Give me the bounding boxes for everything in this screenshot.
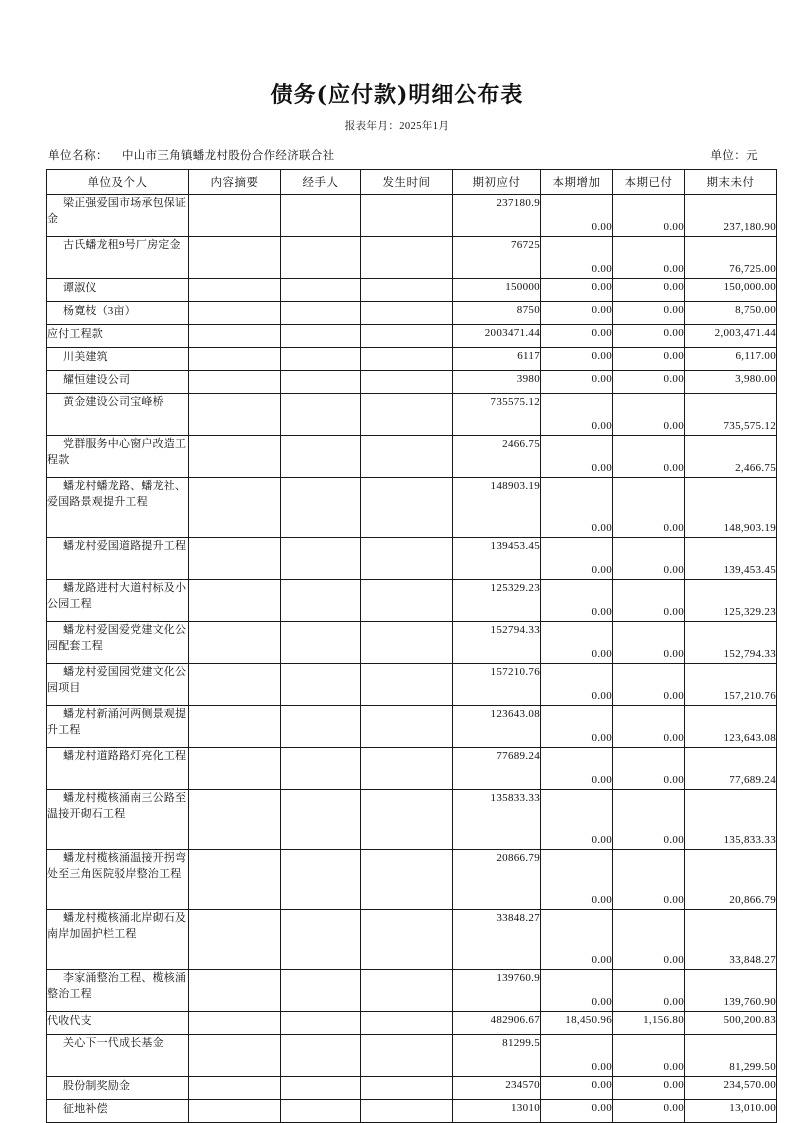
table-row xyxy=(47,1012,777,1035)
ledger-table-container xyxy=(0,163,794,1123)
row-closing-cell: 152,794.33 xyxy=(685,622,777,664)
document-meta xyxy=(0,133,794,163)
row-closing-cell: 8,750.00 xyxy=(685,302,777,325)
row-memo-cell[interactable] xyxy=(189,706,281,748)
table-row xyxy=(47,279,777,302)
row-name-cell: 蟠龙路进村大道村标及小公园工程 xyxy=(47,580,189,622)
row-closing-cell: 139,453.45 xyxy=(685,538,777,580)
row-increase-cell: 0.00 xyxy=(541,850,613,910)
row-closing-cell: 135,833.33 xyxy=(685,790,777,850)
row-name-cell: 黄金建设公司宝峰桥 xyxy=(47,394,189,436)
row-name-cell: 古氏蟠龙租9号厂房定金 xyxy=(47,237,189,279)
row-date-cell[interactable] xyxy=(361,1035,453,1077)
table-row xyxy=(47,622,777,664)
row-agent-cell[interactable] xyxy=(281,394,361,436)
row-memo-cell[interactable] xyxy=(189,1100,281,1123)
table-row xyxy=(47,1077,777,1100)
row-memo-cell[interactable] xyxy=(189,850,281,910)
row-memo-cell[interactable] xyxy=(189,348,281,371)
row-agent-cell[interactable] xyxy=(281,325,361,348)
row-increase-cell: 0.00 xyxy=(541,302,613,325)
row-date-cell[interactable] xyxy=(361,748,453,790)
row-increase-cell: 0.00 xyxy=(541,790,613,850)
row-opening-cell: 76725 xyxy=(453,237,541,279)
row-agent-cell[interactable] xyxy=(281,348,361,371)
row-agent-cell[interactable] xyxy=(281,195,361,237)
row-paid-cell: 0.00 xyxy=(613,706,685,748)
row-memo-cell[interactable] xyxy=(189,580,281,622)
table-row xyxy=(47,538,777,580)
row-increase-cell: 0.00 xyxy=(541,622,613,664)
row-closing-cell: 735,575.12 xyxy=(685,394,777,436)
row-increase-cell: 0.00 xyxy=(541,1077,613,1100)
table-header xyxy=(47,170,777,195)
row-name-cell: 蟠龙村榄核涌北岸砌石及南岸加固护栏工程 xyxy=(47,910,189,970)
row-agent-cell[interactable] xyxy=(281,1077,361,1100)
table-row xyxy=(47,748,777,790)
row-increase-cell: 0.00 xyxy=(541,580,613,622)
row-memo-cell[interactable] xyxy=(189,1035,281,1077)
row-date-cell[interactable] xyxy=(361,325,453,348)
row-agent-cell[interactable] xyxy=(281,622,361,664)
row-paid-cell: 0.00 xyxy=(613,538,685,580)
row-opening-cell: 2466.75 xyxy=(453,436,541,478)
table-row xyxy=(47,371,777,394)
row-increase-cell: 0.00 xyxy=(541,664,613,706)
row-memo-cell[interactable] xyxy=(189,910,281,970)
row-agent-cell[interactable] xyxy=(281,371,361,394)
row-paid-cell: 0.00 xyxy=(613,436,685,478)
unit-name-label: 单位名称： xyxy=(48,150,108,162)
table-row xyxy=(47,1035,777,1077)
row-paid-cell: 0.00 xyxy=(613,970,685,1012)
table-body xyxy=(47,195,777,1123)
row-memo-cell[interactable] xyxy=(189,279,281,302)
row-date-cell[interactable] xyxy=(361,1100,453,1123)
row-opening-cell: 3980 xyxy=(453,371,541,394)
row-increase-cell: 0.00 xyxy=(541,478,613,538)
row-name-cell: 蟠龙村蟠龙路、蟠龙社、爱国路景观提升工程 xyxy=(47,478,189,538)
row-name-cell: 征地补偿 xyxy=(47,1100,189,1123)
row-agent-cell[interactable] xyxy=(281,910,361,970)
row-date-cell[interactable] xyxy=(361,237,453,279)
row-date-cell[interactable] xyxy=(361,580,453,622)
row-date-cell[interactable] xyxy=(361,348,453,371)
row-increase-cell: 0.00 xyxy=(541,348,613,371)
row-name-cell: 蟠龙村爱国道路提升工程 xyxy=(47,538,189,580)
row-increase-cell: 0.00 xyxy=(541,538,613,580)
row-closing-cell: 125,329.23 xyxy=(685,580,777,622)
row-increase-cell: 18,450.96 xyxy=(541,1012,613,1035)
row-agent-cell[interactable] xyxy=(281,706,361,748)
row-closing-cell: 6,117.00 xyxy=(685,348,777,371)
column-header-occurrence-time: 发生时间 xyxy=(361,170,453,195)
row-opening-cell: 735575.12 xyxy=(453,394,541,436)
row-memo-cell[interactable] xyxy=(189,1077,281,1100)
column-header-period-paid: 本期已付 xyxy=(613,170,685,195)
table-row xyxy=(47,325,777,348)
row-date-cell[interactable] xyxy=(361,394,453,436)
row-paid-cell: 0.00 xyxy=(613,850,685,910)
row-closing-cell: 3,980.00 xyxy=(685,371,777,394)
row-date-cell[interactable] xyxy=(361,910,453,970)
column-header-opening-payable: 期初应付 xyxy=(453,170,541,195)
column-header-content-summary: 内容摘要 xyxy=(189,170,281,195)
row-increase-cell: 0.00 xyxy=(541,237,613,279)
row-name-cell: 股份制奖励金 xyxy=(47,1077,189,1100)
row-increase-cell: 0.00 xyxy=(541,910,613,970)
row-opening-cell: 148903.19 xyxy=(453,478,541,538)
row-opening-cell: 237180.9 xyxy=(453,195,541,237)
row-memo-cell[interactable] xyxy=(189,790,281,850)
row-opening-cell: 8750 xyxy=(453,302,541,325)
row-date-cell[interactable] xyxy=(361,970,453,1012)
row-opening-cell: 123643.08 xyxy=(453,706,541,748)
row-name-cell: 李家涌整治工程、榄核涌整治工程 xyxy=(47,970,189,1012)
row-closing-cell: 13,010.00 xyxy=(685,1100,777,1123)
row-increase-cell: 0.00 xyxy=(541,706,613,748)
row-opening-cell: 125329.23 xyxy=(453,580,541,622)
table-row xyxy=(47,436,777,478)
row-name-cell: 蟠龙村爱国爱党建文化公园配套工程 xyxy=(47,622,189,664)
row-memo-cell[interactable] xyxy=(189,325,281,348)
table-row xyxy=(47,478,777,538)
row-memo-cell[interactable] xyxy=(189,237,281,279)
row-increase-cell: 0.00 xyxy=(541,394,613,436)
row-paid-cell: 0.00 xyxy=(613,478,685,538)
row-paid-cell: 0.00 xyxy=(613,622,685,664)
table-row xyxy=(47,664,777,706)
row-memo-cell[interactable] xyxy=(189,436,281,478)
row-date-cell[interactable] xyxy=(361,371,453,394)
row-agent-cell[interactable] xyxy=(281,970,361,1012)
row-closing-cell: 500,200.83 xyxy=(685,1012,777,1035)
row-closing-cell: 123,643.08 xyxy=(685,706,777,748)
row-paid-cell: 0.00 xyxy=(613,1077,685,1100)
row-opening-cell: 150000 xyxy=(453,279,541,302)
row-increase-cell: 0.00 xyxy=(541,970,613,1012)
row-date-cell[interactable] xyxy=(361,850,453,910)
row-memo-cell[interactable] xyxy=(189,664,281,706)
row-increase-cell: 0.00 xyxy=(541,1100,613,1123)
row-agent-cell[interactable] xyxy=(281,279,361,302)
row-name-cell: 谭淑仪 xyxy=(47,279,189,302)
row-agent-cell[interactable] xyxy=(281,790,361,850)
table-row xyxy=(47,348,777,371)
row-memo-cell[interactable] xyxy=(189,371,281,394)
table-row xyxy=(47,706,777,748)
row-name-cell: 蟠龙村爱国园党建文化公园项目 xyxy=(47,664,189,706)
row-closing-cell: 2,466.75 xyxy=(685,436,777,478)
row-memo-cell[interactable] xyxy=(189,622,281,664)
row-opening-cell: 234570 xyxy=(453,1077,541,1100)
row-name-cell: 蟠龙村道路路灯亮化工程 xyxy=(47,748,189,790)
row-paid-cell: 0.00 xyxy=(613,394,685,436)
row-agent-cell[interactable] xyxy=(281,850,361,910)
table-row xyxy=(47,195,777,237)
table-row xyxy=(47,970,777,1012)
table-row xyxy=(47,910,777,970)
table-row xyxy=(47,237,777,279)
row-closing-cell: 139,760.90 xyxy=(685,970,777,1012)
row-closing-cell: 150,000.00 xyxy=(685,279,777,302)
row-date-cell[interactable] xyxy=(361,706,453,748)
unit-info xyxy=(48,147,334,163)
debt-detail-table xyxy=(46,169,777,1123)
row-closing-cell: 77,689.24 xyxy=(685,748,777,790)
row-name-cell: 耀恒建设公司 xyxy=(47,371,189,394)
column-header-unit-person: 单位及个人 xyxy=(47,170,189,195)
row-agent-cell[interactable] xyxy=(281,1100,361,1123)
row-opening-cell: 13010 xyxy=(453,1100,541,1123)
row-opening-cell: 2003471.44 xyxy=(453,325,541,348)
row-closing-cell: 157,210.76 xyxy=(685,664,777,706)
row-opening-cell: 6117 xyxy=(453,348,541,371)
row-name-cell: 梁正强爱国市场承包保证金 xyxy=(47,195,189,237)
row-paid-cell: 0.00 xyxy=(613,302,685,325)
row-increase-cell: 0.00 xyxy=(541,279,613,302)
row-increase-cell: 0.00 xyxy=(541,371,613,394)
row-memo-cell[interactable] xyxy=(189,748,281,790)
row-memo-cell[interactable] xyxy=(189,970,281,1012)
row-agent-cell[interactable] xyxy=(281,748,361,790)
row-date-cell[interactable] xyxy=(361,538,453,580)
row-agent-cell[interactable] xyxy=(281,478,361,538)
row-paid-cell: 0.00 xyxy=(613,1100,685,1123)
row-opening-cell: 135833.33 xyxy=(453,790,541,850)
column-header-handler: 经手人 xyxy=(281,170,361,195)
row-memo-cell[interactable] xyxy=(189,302,281,325)
row-agent-cell[interactable] xyxy=(281,302,361,325)
row-agent-cell[interactable] xyxy=(281,538,361,580)
row-opening-cell: 20866.79 xyxy=(453,850,541,910)
row-opening-cell: 33848.27 xyxy=(453,910,541,970)
row-agent-cell[interactable] xyxy=(281,580,361,622)
row-opening-cell: 139760.9 xyxy=(453,970,541,1012)
table-row xyxy=(47,850,777,910)
row-paid-cell: 0.00 xyxy=(613,910,685,970)
row-agent-cell[interactable] xyxy=(281,664,361,706)
row-paid-cell: 0.00 xyxy=(613,195,685,237)
row-paid-cell: 0.00 xyxy=(613,790,685,850)
table-row xyxy=(47,302,777,325)
row-opening-cell: 482906.67 xyxy=(453,1012,541,1035)
row-closing-cell: 81,299.50 xyxy=(685,1035,777,1077)
row-date-cell[interactable] xyxy=(361,1077,453,1100)
row-paid-cell: 0.00 xyxy=(613,237,685,279)
row-closing-cell: 76,725.00 xyxy=(685,237,777,279)
table-row xyxy=(47,580,777,622)
row-closing-cell: 33,848.27 xyxy=(685,910,777,970)
row-date-cell[interactable] xyxy=(361,302,453,325)
row-increase-cell: 0.00 xyxy=(541,436,613,478)
row-paid-cell: 1,156.80 xyxy=(613,1012,685,1035)
row-closing-cell: 20,866.79 xyxy=(685,850,777,910)
row-name-cell: 关心下一代成长基金 xyxy=(47,1035,189,1077)
row-paid-cell: 0.00 xyxy=(613,580,685,622)
column-header-period-increase: 本期增加 xyxy=(541,170,613,195)
row-agent-cell[interactable] xyxy=(281,436,361,478)
row-name-cell: 代收代支 xyxy=(47,1012,189,1035)
row-increase-cell: 0.00 xyxy=(541,1035,613,1077)
row-date-cell[interactable] xyxy=(361,622,453,664)
table-header-row xyxy=(47,170,777,195)
row-date-cell[interactable] xyxy=(361,195,453,237)
row-date-cell[interactable] xyxy=(361,664,453,706)
unit-name-value: 中山市三角镇蟠龙村股份合作经济联合社 xyxy=(122,150,335,162)
table-row xyxy=(47,790,777,850)
row-opening-cell: 157210.76 xyxy=(453,664,541,706)
row-paid-cell: 0.00 xyxy=(613,348,685,371)
row-date-cell[interactable] xyxy=(361,279,453,302)
row-increase-cell: 0.00 xyxy=(541,325,613,348)
report-period: 报表年月：2025年1月 xyxy=(344,121,450,132)
row-name-cell: 党群服务中心窗户改造工程款 xyxy=(47,436,189,478)
table-row xyxy=(47,394,777,436)
row-memo-cell[interactable] xyxy=(189,478,281,538)
row-opening-cell: 152794.33 xyxy=(453,622,541,664)
row-paid-cell: 0.00 xyxy=(613,664,685,706)
row-paid-cell: 0.00 xyxy=(613,325,685,348)
row-date-cell[interactable] xyxy=(361,478,453,538)
row-memo-cell[interactable] xyxy=(189,538,281,580)
row-name-cell: 蟠龙村榄核涌温接开拐弯处至三角医院驳岸整治工程 xyxy=(47,850,189,910)
row-closing-cell: 2,003,471.44 xyxy=(685,325,777,348)
row-name-cell: 杨寛枝（3亩） xyxy=(47,302,189,325)
row-agent-cell[interactable] xyxy=(281,237,361,279)
row-date-cell[interactable] xyxy=(361,1012,453,1035)
row-closing-cell: 234,570.00 xyxy=(685,1077,777,1100)
row-name-cell: 蟠龙村榄核涌南三公路至温接开砌石工程 xyxy=(47,790,189,850)
row-increase-cell: 0.00 xyxy=(541,195,613,237)
row-opening-cell: 81299.5 xyxy=(453,1035,541,1077)
row-paid-cell: 0.00 xyxy=(613,279,685,302)
row-memo-cell[interactable] xyxy=(189,1012,281,1035)
currency-unit-note: 单位：元 xyxy=(710,150,758,162)
row-memo-cell[interactable] xyxy=(189,195,281,237)
row-name-cell: 应付工程款 xyxy=(47,325,189,348)
row-increase-cell: 0.00 xyxy=(541,748,613,790)
row-name-cell: 川美建筑 xyxy=(47,348,189,371)
row-name-cell: 蟠龙村新涌河两侧景观提升工程 xyxy=(47,706,189,748)
table-row xyxy=(47,1100,777,1123)
row-opening-cell: 77689.24 xyxy=(453,748,541,790)
page-title: 债务(应付款)明细公布表 xyxy=(270,82,524,108)
row-closing-cell: 148,903.19 xyxy=(685,478,777,538)
row-date-cell[interactable] xyxy=(361,436,453,478)
row-closing-cell: 237,180.90 xyxy=(685,195,777,237)
row-agent-cell[interactable] xyxy=(281,1035,361,1077)
row-paid-cell: 0.00 xyxy=(613,1035,685,1077)
row-agent-cell[interactable] xyxy=(281,1012,361,1035)
row-paid-cell: 0.00 xyxy=(613,371,685,394)
row-date-cell[interactable] xyxy=(361,790,453,850)
row-paid-cell: 0.00 xyxy=(613,748,685,790)
column-header-closing-unpaid: 期末未付 xyxy=(685,170,777,195)
row-opening-cell: 139453.45 xyxy=(453,538,541,580)
row-memo-cell[interactable] xyxy=(189,394,281,436)
